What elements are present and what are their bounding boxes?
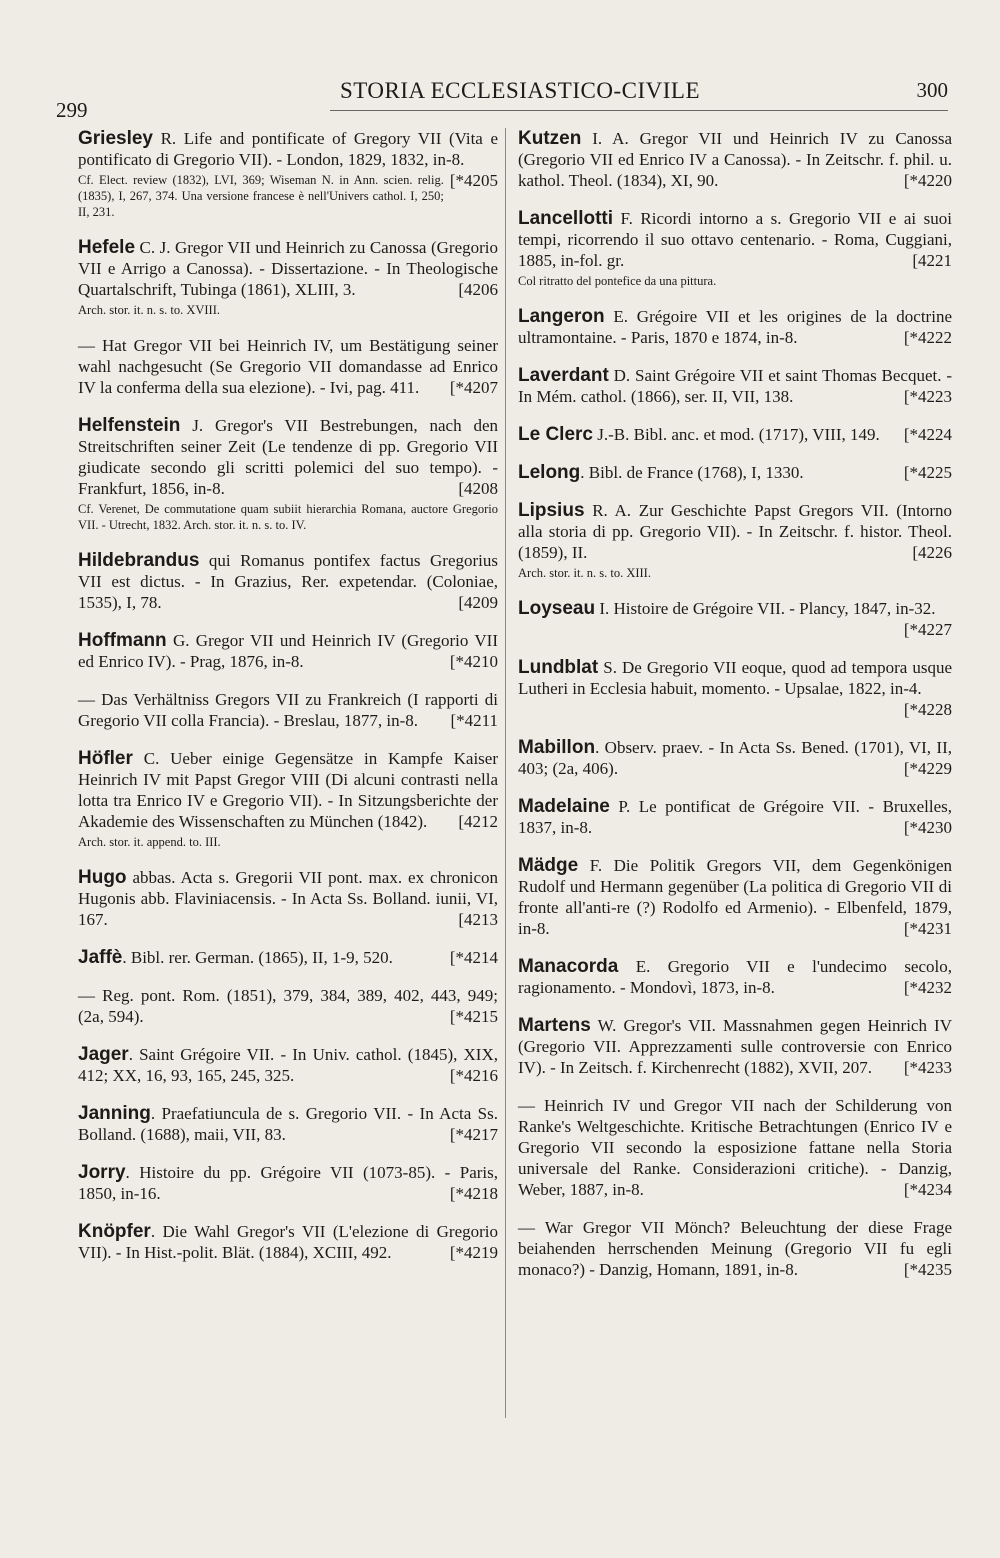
entry-author: Jager (78, 1044, 129, 1065)
entry-number: [*4215 (449, 1007, 498, 1026)
bibliography-entry (78, 1162, 498, 1204)
bibliography-entry (518, 1217, 952, 1280)
entry-author: Le Clerc (518, 424, 593, 445)
entry-author: Lancellotti (518, 208, 614, 229)
entry-number: [*4211 (450, 711, 498, 730)
entry-author: Kutzen (518, 128, 582, 149)
bibliography-entry (78, 985, 498, 1027)
entry-author: Manacorda (518, 956, 619, 977)
entry-author: Griesley (78, 128, 153, 149)
entry-author: Lipsius (518, 500, 585, 521)
entry-text: E. Gregorio VII e l'undecimo secolo, ragionamento. - Mondovì, 1873, in-8. (518, 957, 952, 997)
entry-text: — Heinrich IV und Gregor VII nach der Schilderung von Ranke's Weltgeschichte. Kritische Betrachtungen (Enrico IV e Gregorio VII secondo la esposizione fattane nella Storia universale del Ranke. Considerazioni critiche). - Danzig, Weber, 1887, in-8. (518, 1096, 952, 1199)
entry-author: Höfler (78, 748, 133, 769)
entry-number: [*4223 (903, 387, 952, 406)
entry-text: — War Gregor VII Mönch? Beleuchtung der diese Frage beiahenden herrschenden Meinung (Gregorio VII fu egli monaco?) - Danzig, Homann, 1891, in-8. (518, 1218, 952, 1279)
entry-author: Hugo (78, 867, 127, 888)
entry-number: [*4219 (449, 1243, 498, 1262)
entry-text: F. Ricordi intorno a s. Gregorio VII e ai suoi tempi, ricorrendo il suo ottavo centenario. - Roma, Cuggiani, 1885, in-fol. gr. (518, 209, 952, 270)
entry-author: Martens (518, 1015, 591, 1036)
entry-text: R. A. Zur Geschichte Papst Gregors VII. (Intorno alla storia di pp. Gregorio VII). - In Zeitschr. f. histor. Theol. (1859), II. (518, 501, 952, 562)
entry-author: Jaffè (78, 947, 123, 968)
entry-author: Laverdant (518, 365, 609, 386)
entry-number: [*4225 (903, 463, 952, 482)
entry-text: D. Saint Grégoire VII et saint Thomas Becquet. - In Mém. cathol. (1866), ser. II, VII, 138. (518, 366, 952, 406)
bibliography-entry (78, 415, 498, 533)
bibliography-entry (78, 1044, 498, 1086)
entry-author: Madelaine (518, 796, 610, 817)
page-number-right: 300 (916, 78, 948, 102)
bibliography-entry (518, 657, 952, 720)
bibliography-entry (78, 1221, 498, 1263)
bibliography-entry (78, 689, 498, 731)
header-rule (330, 110, 948, 111)
entry-author: Loyseau (518, 598, 596, 619)
entry-author: Janning (78, 1103, 151, 1124)
entry-author: Mabillon (518, 737, 596, 758)
entry-number: [*4207 (449, 378, 498, 397)
entry-author: Hefele (78, 237, 136, 258)
bibliography-entry (518, 1095, 952, 1200)
bibliography-entry (518, 500, 952, 581)
right-column (518, 128, 952, 1297)
entry-author: Hoffmann (78, 630, 167, 651)
entry-author: Mädge (518, 855, 579, 876)
entry-number: [*4210 (449, 652, 498, 671)
entry-text: — Hat Gregor VII bei Heinrich IV, um Bestätigung seiner wahl nachgesucht (Se Gregorio VII domandasse ad Enrico IV la conferma della sua elezione). - Ivi, pag. 411. (78, 336, 498, 397)
entry-note: Cf. Elect. review (1832), LVI, 369; Wiseman N. in Ann. scien. relig. (1835), I, 267, 374. Una versione francese è nell'Univers cathol. I, 250; II, 231. (78, 173, 444, 219)
entry-number: [*4229 (903, 759, 952, 778)
entry-number: [*4222 (903, 328, 952, 347)
entry-number: [*4218 (449, 1184, 498, 1203)
entry-text: abbas. Acta s. Gregorii VII pont. max. ex chronicon Hugonis abb. Flaviniacensis. - In Acta Ss. Bolland. iunii, VI, 167. (78, 868, 498, 929)
bibliography-entry (518, 306, 952, 348)
entry-text: I. Histoire de Grégoire VII. - Plancy, 1847, in-32. (595, 599, 936, 618)
entry-number: [*4235 (903, 1260, 952, 1279)
entry-number: [4226 (912, 543, 952, 562)
entry-text: R. Life and pontificate of Gregory VII (Vita e pontificato di Gregorio VII). - London, 1829, 1832, in-8. (78, 129, 498, 169)
bibliography-entry (518, 1015, 952, 1078)
bibliography-entry (518, 424, 952, 445)
entry-number: [*4205 (449, 171, 498, 190)
entry-author: Helfenstein (78, 415, 181, 436)
bibliography-entry (78, 947, 498, 968)
entry-note: Arch. stor. it. append. to. III. (78, 835, 221, 849)
entry-text: . Saint Grégoire VII. - In Univ. cathol. (1845), XIX, 412; XX, 16, 93, 165, 245, 325. (78, 1045, 498, 1085)
entry-text: W. Gregor's VII. Massnahmen gegen Heinrich IV (Gregorio VII. Apprezzamenti sulle controversie con Enrico IV). - In Zeitsch. f. Kirchenrecht (1882), XVII, 207. (518, 1016, 952, 1077)
bibliography-entry (518, 598, 952, 640)
entry-number: [*4234 (903, 1180, 952, 1199)
column-divider (505, 128, 506, 1418)
bibliography-entry (78, 335, 498, 398)
entry-text: . Observ. praev. - In Acta Ss. Bened. (1701), VI, II, 403; (2a, 406). (518, 738, 952, 778)
entry-text: . Praefatiuncula de s. Gregorio VII. - In Acta Ss. Bolland. (1688), maii, VII, 83. (78, 1104, 498, 1144)
bibliography-entry (78, 630, 498, 672)
bibliography-entry (518, 855, 952, 939)
entry-number: [*4231 (903, 919, 952, 938)
entry-author: Langeron (518, 306, 605, 327)
entry-text: C. Ueber einige Gegensätze in Kampfe Kaiser Heinrich IV mit Papst Gregor VIII (Di alcuni contrasti nella lotta tra Enrico IV e Gregorio VII). - In Sitzungsberichte der Akademie des Wissenschaften zu München (1842). (78, 749, 498, 831)
bibliography-entry (78, 748, 498, 850)
entry-number: [*4216 (449, 1066, 498, 1085)
entry-text: . Die Wahl Gregor's VII (L'elezione di Gregorio VII). - In Hist.-polit. Blät. (1884), XCIII, 492. (78, 1222, 498, 1262)
entry-text: . Bibl. rer. German. (1865), II, 1-9, 520. (122, 948, 393, 967)
entry-author: Jorry (78, 1162, 126, 1183)
entry-note: Arch. stor. it. n. s. to. XIII. (518, 566, 651, 580)
entry-text: P. Le pontificat de Grégoire VII. - Bruxelles, 1837, in-8. (518, 797, 952, 837)
entry-text: qui Romanus pontifex factus Gregorius VII est dictus. - In Grazius, Rer. expetendar. (Coloniae, 1535), I, 78. (78, 551, 498, 612)
entry-number: [*4224 (903, 425, 952, 444)
left-column (78, 128, 498, 1280)
entry-note: Col ritratto del pontefice da una pittura. (518, 274, 717, 288)
entry-number: [4208 (458, 479, 498, 498)
entry-number: [4221 (912, 251, 952, 270)
entry-number: [*4228 (903, 700, 952, 719)
running-header-title: STORIA ECCLESIASTICO-CIVILE (340, 78, 700, 103)
entry-text: J. Gregor's VII Bestrebungen, nach den Streitschriften seiner Zeit (Le tendenze di pp. Gregorio VII giudicate secondo gli scritti polemici del suo tempo). - Frankfurt, 1856, in-8. (78, 416, 498, 498)
entry-number: [*4220 (903, 171, 952, 190)
entry-text: F. Die Politik Gregors VII, dem Gegenkönigen Rudolf und Hermann gegenüber (La politica di Gregorio VII di fronte all'anti-re (?) Rodolfo ed Armenio). - Elbenfeld, 1879, in-8. (518, 856, 952, 938)
entry-number: [*4214 (449, 948, 498, 967)
entry-author: Lelong (518, 462, 581, 483)
entry-text: J.-B. Bibl. anc. et mod. (1717), VIII, 149. (592, 425, 880, 444)
entry-note: Arch. stor. it. n. s. to. XVIII. (78, 303, 220, 317)
bibliography-entry (78, 1103, 498, 1145)
entry-number: [4209 (458, 593, 498, 612)
bibliography-entry (518, 208, 952, 289)
entry-text: . Histoire du pp. Grégoire VII (1073-85). - Paris, 1850, in-16. (78, 1163, 498, 1203)
entry-text: — Reg. pont. Rom. (1851), 379, 384, 389, 402, 443, 949; (2a, 594). (78, 986, 498, 1026)
bibliography-entry (78, 550, 498, 613)
page-number-left: 299 (56, 98, 88, 122)
entry-text: — Das Verhältniss Gregors VII zu Frankreich (I rapporti di Gregorio VII colla Francia). - Breslau, 1877, in-8. (78, 690, 498, 730)
bibliography-entry (78, 867, 498, 930)
entry-number: [*4227 (903, 620, 952, 639)
entry-number: [4206 (458, 280, 498, 299)
bibliography-entry (518, 365, 952, 407)
bibliography-entry (518, 462, 952, 483)
entry-author: Knöpfer (78, 1221, 151, 1242)
bibliography-entry (518, 128, 952, 191)
entry-text: E. Grégoire VII et les origines de la doctrine ultramontaine. - Paris, 1870 e 1874, in-8. (518, 307, 952, 347)
entry-author: Lundblat (518, 657, 599, 678)
entry-number: [4212 (458, 812, 498, 831)
entry-number: [*4217 (449, 1125, 498, 1144)
entry-number: [*4232 (903, 978, 952, 997)
bibliography-entry (78, 237, 498, 318)
bibliography-entry (518, 956, 952, 998)
entry-text: I. A. Gregor VII und Heinrich IV zu Canossa (Gregorio VII ed Enrico IV a Canossa). - In Zeitschr. f. phil. u. kathol. Theol. (1834), XI, 90. (518, 129, 952, 190)
bibliography-entry (78, 128, 498, 220)
entry-number: [*4230 (903, 818, 952, 837)
entry-text: S. De Gregorio VII eoque, quod ad tempora usque Lutheri in Ecclesia habuit, momento. - Upsalae, 1822, in-4. (518, 658, 952, 698)
entry-note: Cf. Verenet, De commutatione quam subiit hierarchia Romana, auctore Gregorio VII. - Utrecht, 1832. Arch. stor. it. n. s. to. IV. (78, 502, 498, 532)
entry-text: C. J. Gregor VII und Heinrich zu Canossa (Gregorio VII e Arrigo a Canossa). - Dissertazione. - In Theologische Quartalschrift, Tubinga (1861), XLIII, 3. (78, 238, 498, 299)
entry-text: G. Gregor VII und Heinrich IV (Gregorio VII ed Enrico IV). - Prag, 1876, in-8. (78, 631, 498, 671)
entry-number: [4213 (458, 910, 498, 929)
bibliography-entry (518, 737, 952, 779)
entry-number: [*4233 (903, 1058, 952, 1077)
entry-text: . Bibl. de France (1768), I, 1330. (580, 463, 804, 482)
entry-author: Hildebrandus (78, 550, 200, 571)
bibliography-entry (518, 796, 952, 838)
